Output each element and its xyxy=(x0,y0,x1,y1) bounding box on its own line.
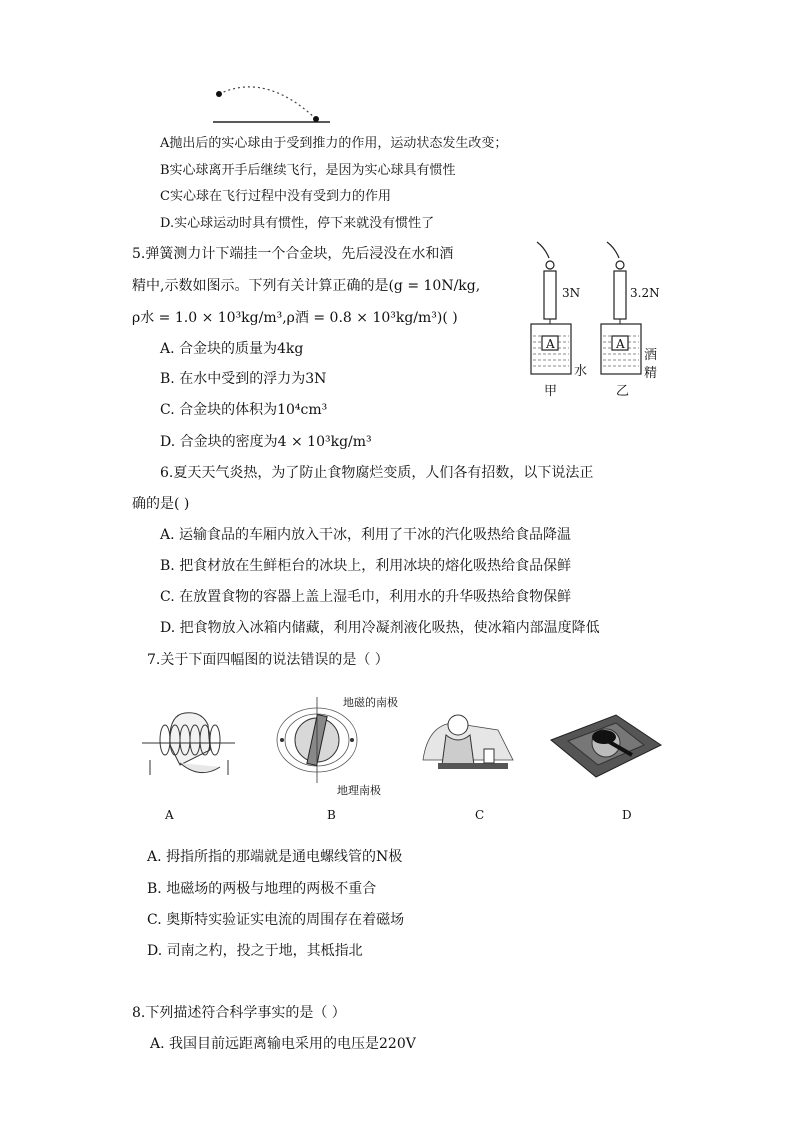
q4-option-d: D.实心球运动时具有惯性，停下来就没有惯性了 xyxy=(160,216,435,231)
q7-option-c: C. 奥斯特实验证实电流的周围存在着磁场 xyxy=(147,912,405,928)
q5-stem-line2: 精中,示数如图示。下列有关计算正确的是(g = 10N/kg, xyxy=(132,278,481,294)
q7-option-d: D. 司南之杓，投之于地，其柢指北 xyxy=(147,943,363,959)
q6-option-b: B. 把食材放在生鲜柜台的冰块上，利用冰块的熔化吸热给食品保鲜 xyxy=(160,558,572,574)
q4-option-c: C实心球在飞行过程中没有受到力的作用 xyxy=(160,189,391,204)
liquid-alcohol-1: 酒 xyxy=(644,348,658,363)
q7-stem: 7.关于下面四幅图的说法错误的是（ ） xyxy=(147,652,389,668)
q8-stem: 8.下列描述符合科学事实的是（ ） xyxy=(132,1005,346,1021)
reading-right: 3.2N xyxy=(630,286,660,300)
q6-stem-line1: 6.夏天天气炎热，为了防止食物腐烂变质，人们各有招数，以下说法正 xyxy=(160,465,594,481)
q7-option-a: A. 拇指所指的那端就是通电螺线管的N极 xyxy=(147,849,403,865)
block-label-left: A xyxy=(546,337,555,351)
fig-label-b: B xyxy=(327,808,336,822)
q5-option-a: A. 合金块的质量为4kg xyxy=(160,341,304,357)
reading-left: 3N xyxy=(562,286,581,300)
q6-option-a: A. 运输食品的车厢内放入干冰，利用了干冰的汽化吸热给食品降温 xyxy=(160,527,572,543)
q5-option-b: B. 在水中受到的浮力为3N xyxy=(160,371,327,387)
q5-stem-line3: ρ水 = 1.0 × 10³kg/m³,ρ酒 = 0.8 × 10³kg/m³)( ) xyxy=(132,310,458,326)
fig-label-a: A xyxy=(165,808,174,822)
sinan-figure xyxy=(546,705,666,785)
q8-option-a: A. 我国目前远距离输电采用的电压是220V xyxy=(150,1036,416,1052)
q6-option-d: D. 把食物放入冰箱内储藏，利用冷凝剂液化吸热，使冰箱内部温度降低 xyxy=(160,620,600,636)
fig-label-c: C xyxy=(475,808,485,822)
oersted-figure xyxy=(418,705,518,785)
caption-yi: 乙 xyxy=(616,384,630,399)
q6-option-c: C. 在放置食物的容器上盖上湿毛巾，利用水的升华吸热给食物保鲜 xyxy=(160,589,572,605)
caption-jia: 甲 xyxy=(544,384,558,399)
solenoid-hand-figure xyxy=(140,705,240,785)
q5-stem-line1: 5.弹簧测力计下端挂一个合金块，先后浸没在水和酒 xyxy=(132,246,454,262)
fig-label-d: D xyxy=(622,808,632,822)
liquid-alcohol-2: 精 xyxy=(644,366,658,381)
q7-option-b: B. 地磁场的两极与地理的两极不重合 xyxy=(147,881,377,897)
liquid-water: 水 xyxy=(574,364,588,379)
fig-b-top-label: 地磁的南极 xyxy=(343,696,398,709)
trajectory-figure xyxy=(205,78,335,128)
fig-b-bottom-label: 地理南极 xyxy=(337,784,381,797)
block-label-right: A xyxy=(616,337,625,351)
q5-option-c: C. 合金块的体积为10⁴cm³ xyxy=(160,402,328,418)
q4-option-b: B实心球离开手后继续飞行，是因为实心球具有惯性 xyxy=(160,163,456,178)
q6-stem-line2: 确的是( ) xyxy=(132,496,190,512)
q5-option-d: D. 合金块的密度为4 × 10³kg/m³ xyxy=(160,434,372,450)
q4-option-a: A抛出后的实心球由于受到推力的作用，运动状态发生改变； xyxy=(160,136,508,151)
